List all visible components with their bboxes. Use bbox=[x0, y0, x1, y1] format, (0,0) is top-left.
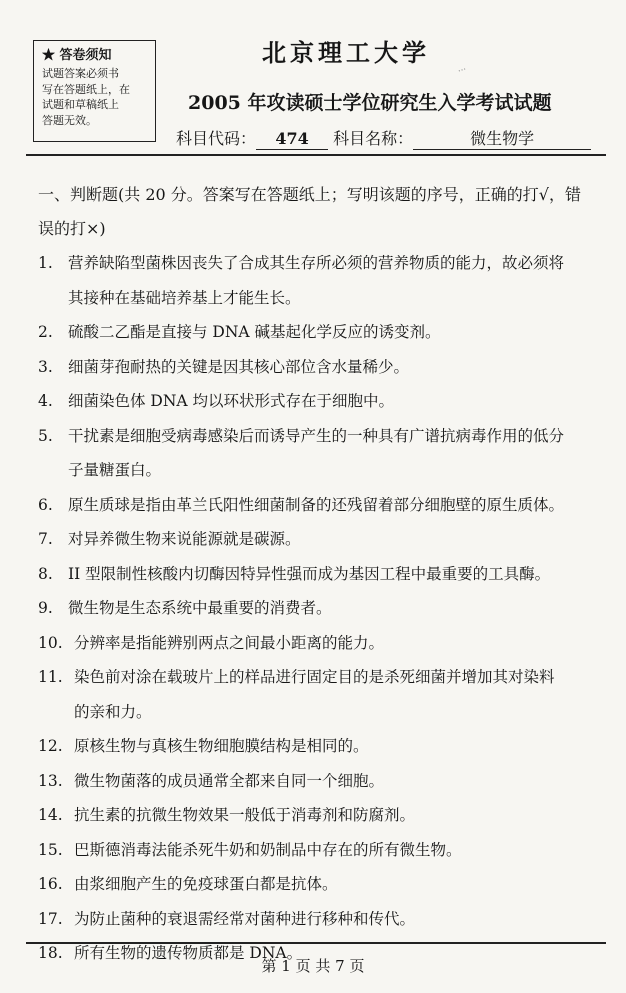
question-text bbox=[68, 488, 598, 523]
question-number: 16. bbox=[38, 875, 63, 893]
instructions-line: 答题无效。 bbox=[42, 113, 97, 127]
question-number: 7. bbox=[38, 530, 53, 548]
question-item bbox=[38, 626, 598, 661]
question-text bbox=[74, 867, 598, 902]
question-text-line: 干扰素是细胞受病毒感染后而诱导产生的一种具有广谱抗病毒作用的低分 bbox=[68, 426, 565, 445]
university-name: 北京理工大学 bbox=[262, 38, 430, 67]
question-text-line: 原生质球是指由革兰氏阳性细菌制备的还残留着部分细胞壁的原生质体。 bbox=[68, 495, 565, 514]
question-text-line: 硫酸二乙酯是直接与 DNA 碱基起化学反应的诱变剂。 bbox=[68, 323, 441, 341]
question-number: 10. bbox=[38, 633, 63, 652]
instructions-text bbox=[42, 66, 149, 128]
question-text-line: 分辨率是指能辨别两点之间最小距离的能力。 bbox=[74, 633, 385, 652]
question-text bbox=[74, 902, 598, 937]
question-text bbox=[68, 419, 598, 488]
question-text-line: 为防止菌种的衰退需经常对菌种进行移种和传代。 bbox=[74, 909, 416, 928]
question-number: 8. bbox=[38, 564, 53, 583]
faint-stamp-mark: ... bbox=[455, 62, 468, 75]
header-divider bbox=[26, 154, 606, 156]
question-text-line: 其接种在基础培养基上才能生长。 bbox=[68, 288, 301, 307]
question-number: 5. bbox=[38, 426, 53, 445]
instructions-line: 试题和草稿纸上 bbox=[42, 98, 119, 111]
question-text bbox=[68, 591, 598, 626]
section-heading-line: 一、判断题(共 20 分。答案写在答题纸上；写明该题的序号，正确的打√，错 bbox=[38, 185, 581, 204]
question-text-line: 由浆细胞产生的免疫球蛋白都是抗体。 bbox=[74, 875, 338, 893]
question-text-line: 所有生物的遗传物质都是 DNA。 bbox=[74, 944, 303, 962]
question-item bbox=[38, 729, 598, 764]
page-number: 第 1 页 共 7 页 bbox=[261, 957, 365, 975]
answer-instructions-box bbox=[33, 40, 156, 142]
question-text-line: 营养缺陷型菌株因丧失了合成其生存所必须的营养物质的能力，故必须将 bbox=[68, 254, 565, 272]
question-text bbox=[74, 626, 598, 661]
question-text-line: 原核生物与真核生物细胞膜结构是相同的。 bbox=[74, 737, 369, 755]
instructions-line: 试题答案必须书 bbox=[42, 67, 119, 80]
question-item bbox=[38, 315, 598, 350]
question-text-line: 微生物菌落的成员通常全都来自同一个细胞。 bbox=[74, 771, 385, 790]
subject-code: 474 bbox=[256, 129, 328, 150]
subject-name: 微生物学 bbox=[413, 129, 591, 150]
section-heading-line: 误的打×) bbox=[38, 219, 106, 238]
question-item bbox=[38, 350, 598, 385]
question-number: 2. bbox=[38, 323, 53, 341]
question-item bbox=[38, 557, 598, 592]
question-text-line: 对异养微生物来说能源就是碳源。 bbox=[68, 530, 301, 548]
question-text bbox=[74, 660, 598, 729]
question-number: 4. bbox=[38, 392, 53, 410]
question-text bbox=[74, 729, 598, 764]
question-text-line: 细菌染色体 DNA 均以环状形式存在于细胞中。 bbox=[68, 392, 395, 410]
question-text-line: 子量糖蛋白。 bbox=[68, 461, 162, 479]
question-text-line: 的亲和力。 bbox=[74, 702, 152, 721]
question-number: 6. bbox=[38, 495, 53, 514]
question-text bbox=[74, 764, 598, 799]
question-text-line: 细菌芽孢耐热的关键是因其核心部位含水量稀少。 bbox=[68, 357, 410, 376]
instructions-title: ★ 答卷须知 bbox=[42, 48, 112, 63]
subject-name-label: 科目名称： bbox=[333, 129, 414, 148]
question-item bbox=[38, 522, 598, 557]
question-text bbox=[74, 798, 598, 833]
question-number: 14. bbox=[38, 806, 63, 824]
question-item bbox=[38, 833, 598, 868]
question-number: 15. bbox=[38, 840, 63, 859]
instructions-line: 写在答题纸上，在 bbox=[42, 82, 130, 96]
subject-info bbox=[176, 127, 606, 151]
question-text bbox=[68, 557, 598, 592]
question-number: 12. bbox=[38, 737, 63, 755]
question-item bbox=[38, 419, 598, 488]
question-list bbox=[38, 246, 598, 971]
question-text bbox=[68, 315, 598, 350]
question-item bbox=[38, 246, 598, 315]
question-number: 11. bbox=[38, 668, 63, 686]
question-item bbox=[38, 867, 598, 902]
question-number: 13. bbox=[38, 771, 63, 790]
footer-divider bbox=[26, 942, 606, 944]
question-item bbox=[38, 764, 598, 799]
question-text-line: II 型限制性核酸内切酶因特异性强而成为基因工程中最重要的工具酶。 bbox=[68, 564, 551, 583]
question-number: 1. bbox=[38, 254, 53, 272]
question-item bbox=[38, 591, 598, 626]
question-item bbox=[38, 384, 598, 419]
question-item bbox=[38, 660, 598, 729]
question-number: 17. bbox=[38, 909, 63, 928]
subject-code-label: 科目代码： bbox=[176, 129, 257, 148]
question-text-line: 微生物是生态系统中最重要的消费者。 bbox=[68, 599, 332, 617]
question-text bbox=[68, 522, 598, 557]
question-text-line: 巴斯德消毒法能杀死牛奶和奶制品中存在的所有微生物。 bbox=[74, 840, 462, 859]
question-number: 3. bbox=[38, 357, 53, 376]
question-number: 9. bbox=[38, 599, 53, 617]
question-text bbox=[68, 384, 598, 419]
question-text-line: 染色前对涂在载玻片上的样品进行固定目的是杀死细菌并增加其对染料 bbox=[74, 668, 555, 686]
question-item bbox=[38, 902, 598, 937]
question-item bbox=[38, 488, 598, 523]
question-text bbox=[74, 833, 598, 868]
exam-title: 2005 年攻读硕士学位研究生入学考试试题 bbox=[188, 92, 552, 114]
question-text-line: 抗生素的抗微生物效果一般低于消毒剂和防腐剂。 bbox=[74, 806, 416, 824]
question-item bbox=[38, 798, 598, 833]
question-text bbox=[68, 246, 598, 315]
question-text bbox=[68, 350, 598, 385]
section-heading bbox=[38, 178, 598, 246]
question-number: 18. bbox=[38, 944, 63, 962]
